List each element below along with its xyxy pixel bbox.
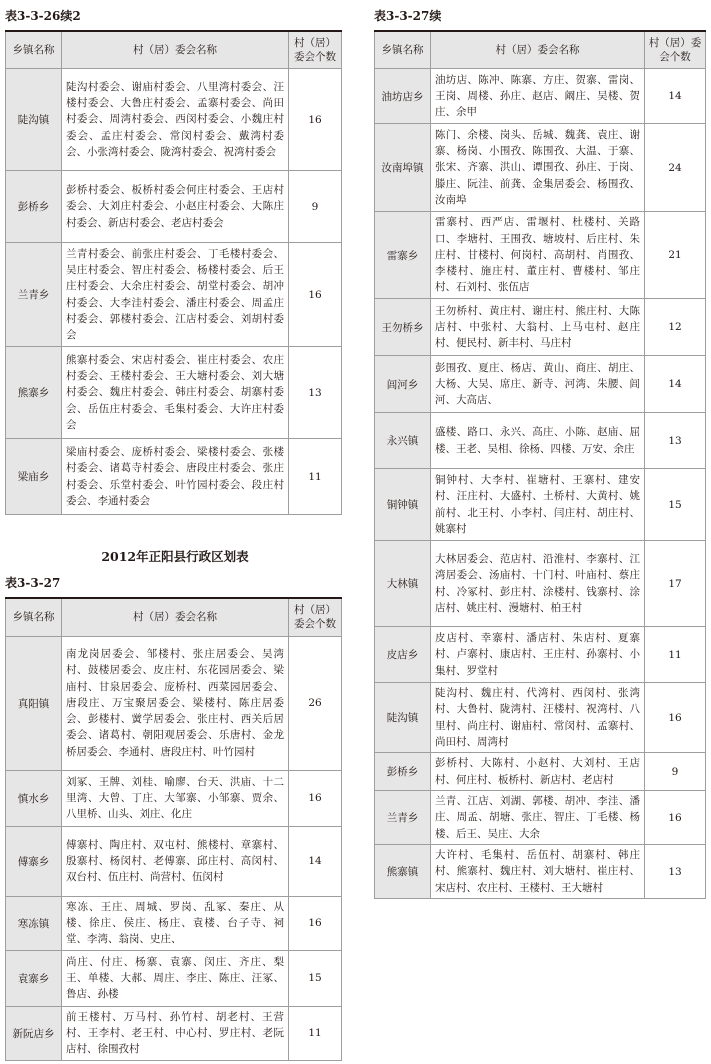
count-cell: 26	[289, 636, 342, 770]
names-cell: 陡沟村委会、谢庙村委会、八里湾村委会、汪楼村委会、大鲁庄村委会、孟寨村委会、尚田村委会、周湾村委会、西闵村委会、小魏庄村委会、孟庄村委会、常闵村委会、戴湾村委会、小张湾村委会、陇湾村委会、祝湾村委会	[62, 69, 289, 171]
count-cell: 11	[289, 439, 342, 515]
town-cell: 真阳镇	[6, 636, 62, 770]
table-row	[6, 439, 342, 515]
table-3-3-26-cont2	[5, 30, 342, 515]
names-cell: 大许村、毛集村、岳伍村、胡寨村、韩庄村、熊寨村、魏庄村、刘大塘村、崔庄村、宋店村、农庄村、王楼村、王大塘村	[431, 845, 645, 899]
count-cell: 17	[645, 541, 706, 627]
count-cell: 9	[645, 753, 706, 791]
names-cell: 尚庄、付庄、杨寨、袁寨、闵庄、齐庄、梨王、单楼、大郝、周庄、李庄、陈庄、汪冢、鲁店、孙楼	[62, 950, 289, 1006]
header-town: 乡镇名称	[6, 598, 62, 636]
names-cell: 彭桥村委会、板桥村委会何庄村委会、王店村委会、大刘庄村委会、小赵庄村委会、大陈庄村委会、新店村委会、老店村委会	[62, 171, 289, 243]
table-row	[375, 753, 706, 791]
names-cell: 刘冢、王牌、刘桂、喻廖、台天、洪庙、十二里湾、大曾、丁庄、大邹寨、小邹寨、贾余、八里桥、山头、刘庄、化庄	[62, 770, 289, 826]
table-row	[6, 896, 342, 950]
names-cell: 熊寨村委会、宋店村委会、崔庄村委会、农庄村委会、王楼村委会、王大塘村委会、刘大塘村委会、魏庄村委会、韩庄村委会、胡寨村委会、岳伍庄村委会、毛集村委会、大许庄村委会	[62, 347, 289, 439]
count-cell: 16	[289, 896, 342, 950]
names-cell: 寒冻、王庄、周城、罗岗、乱冢、秦庄、从楼、徐庄、侯庄、杨庄、袁楼、台子寺、祠堂、李湾、翁岗、史庄、	[62, 896, 289, 950]
count-cell: 16	[289, 69, 342, 171]
header-count: 村（居）委会个数	[645, 31, 706, 69]
table-row	[6, 826, 342, 896]
town-cell: 新阮店乡	[6, 1006, 62, 1060]
header-names: 村（居）委会名称	[62, 598, 289, 636]
names-cell: 盛楼、路口、永兴、高庄、小陈、赵庙、屈楼、王老、吴相、徐杨、四楼、万安、余庄	[431, 413, 645, 469]
town-cell: 彭桥乡	[6, 171, 62, 243]
table-row	[375, 299, 706, 356]
town-cell: 寒冻镇	[6, 896, 62, 950]
town-cell: 陡沟镇	[6, 69, 62, 171]
count-cell: 24	[645, 124, 706, 212]
town-cell: 慎水乡	[6, 770, 62, 826]
count-cell: 13	[645, 845, 706, 899]
town-cell: 雷寨乡	[375, 212, 431, 299]
table-caption-3-3-27: 表3-3-27	[5, 576, 61, 590]
table-row	[6, 770, 342, 826]
count-cell: 13	[645, 413, 706, 469]
count-cell: 14	[289, 826, 342, 896]
town-cell: 陡沟镇	[375, 683, 431, 753]
table-row	[375, 356, 706, 413]
names-cell: 彭桥村、大陈村、小赵村、大刘村、王店村、何庄村、板桥村、新店村、老店村	[431, 753, 645, 791]
table-row	[6, 171, 342, 243]
table-row	[375, 791, 706, 845]
table-row	[6, 950, 342, 1006]
town-cell: 袁寨乡	[6, 950, 62, 1006]
town-cell: 油坊店乡	[375, 69, 431, 124]
table-caption-3-3-27-cont: 表3-3-27续	[374, 9, 442, 23]
count-cell: 16	[645, 683, 706, 753]
header-names: 村（居）委会名称	[62, 31, 289, 69]
table-3-3-27	[5, 597, 342, 1061]
town-cell: 王勿桥乡	[375, 299, 431, 356]
count-cell: 12	[645, 299, 706, 356]
table-row	[6, 347, 342, 439]
town-cell: 熊寨乡	[6, 347, 62, 439]
count-cell: 9	[289, 171, 342, 243]
count-cell: 16	[289, 243, 342, 347]
names-cell: 油坊店、陈冲、陈寨、方庄、贺寨、雷岗、王岗、周楼、孙庄、赵店、阚庄、吴楼、贺庄、余甲	[431, 69, 645, 124]
table-row	[6, 69, 342, 171]
names-cell: 南龙岗居委会、邹楼村、张庄居委会、吴湾村、鼓楼居委会、皮庄村、东花园居委会、梁庙村、甘泉居委会、庞桥村、西菜园居委会、唐段庄、万宝聚居委会、梁楼村、陈庄居委会、彭楼村、黉学居委会、张庄村、西关后居委会、诸葛村、朝阳观居委会、乐唐村、金龙桥居委会、李通村、唐段庄村、叶竹园村	[62, 636, 289, 770]
town-cell: 梁庙乡	[6, 439, 62, 515]
names-cell: 梁庙村委会、庞桥村委会、梁楼村委会、张楼村委会、诸葛寺村委会、唐段庄村委会、张庄村委会、乐堂村委会、叶竹园村委会、段庄村委会、李通村委会	[62, 439, 289, 515]
town-cell: 熊寨镇	[375, 845, 431, 899]
count-cell: 13	[289, 347, 342, 439]
table-row	[6, 243, 342, 347]
table-row	[6, 636, 342, 770]
header-names: 村（居）委会名称	[431, 31, 645, 69]
table-row	[375, 469, 706, 541]
names-cell: 傅寨村、陶庄村、双屯村、熊楼村、章寨村、殷寨村、杨闵村、老傅寨、邱庄村、高闵村、双台村、伍庄村、尚营村、伍闵村	[62, 826, 289, 896]
town-cell: 皮店乡	[375, 627, 431, 683]
names-cell: 铜钟村、大李村、崔塘村、王寨村、建安村、汪庄村、大盛村、土桥村、大黄村、姚前村、北王村、小李村、闫庄村、胡庄村、姚寨村	[431, 469, 645, 541]
names-cell: 王勿桥村、黄庄村、谢庄村、熊庄村、大陈店村、中张村、大翁村、上马屯村、赵庄村、便民村、新丰村、马庄村	[431, 299, 645, 356]
header-count: 村（居）委会个数	[289, 598, 342, 636]
town-cell: 永兴镇	[375, 413, 431, 469]
header-town: 乡镇名称	[6, 31, 62, 69]
table-row	[375, 627, 706, 683]
header-town: 乡镇名称	[375, 31, 431, 69]
count-cell: 11	[289, 1006, 342, 1060]
names-cell: 皮店村、幸寨村、潘店村、朱店村、夏寨村、卢寨村、康店村、王庄村、孙寨村、小集村、罗堂村	[431, 627, 645, 683]
table-caption-3-3-26-cont2: 表3-3-26续2	[5, 9, 81, 23]
count-cell: 14	[645, 69, 706, 124]
names-cell: 兰青、江店、刘湖、郭楼、胡冲、李洼、潘庄、周孟、胡塘、张庄、智庄、丁毛楼、杨楼、后王、吴庄、大余	[431, 791, 645, 845]
table-3-3-27-cont	[374, 30, 706, 899]
town-cell: 傅寨乡	[6, 826, 62, 896]
count-cell: 15	[289, 950, 342, 1006]
table-row	[375, 541, 706, 627]
town-cell: 彭桥乡	[375, 753, 431, 791]
names-cell: 前王楼村、万马村、孙竹村、胡老村、王营村、王李村、老王村、中心村、罗庄村、老阮店村、徐围孜村	[62, 1006, 289, 1060]
section-title-2012: 2012年正阳县行政区划表	[101, 549, 249, 564]
town-cell: 大林镇	[375, 541, 431, 627]
names-cell: 兰青村委会、前张庄村委会、丁毛楼村委会、吴庄村委会、智庄村委会、杨楼村委会、后王庄村委会、大余庄村委会、胡堂村委会、胡冲村委会、大李洼村委会、潘庄村委会、周孟庄村委会、郭楼村委会、江店村委会、刘胡村委会	[62, 243, 289, 347]
table-row	[375, 69, 706, 124]
town-cell: 铜钟镇	[375, 469, 431, 541]
names-cell: 彭围孜、夏庄、杨店、黄山、商庄、胡庄、大杨、大吴、席庄、新寺、河湾、朱腰、闾河、大高店、	[431, 356, 645, 413]
count-cell: 15	[645, 469, 706, 541]
table-row	[375, 413, 706, 469]
names-cell: 陈门、余楼、岗头、岳城、魏龚、袁庄、谢寨、杨岗、小围孜、陈围孜、大温、于寨、张宋、齐寨、洪山、谭围孜、孙庄、于岗、滕庄、阮洼、前龚、金集居委会、杨围孜、汝南埠	[431, 124, 645, 212]
table-row	[375, 845, 706, 899]
table-row	[375, 124, 706, 212]
table-row	[6, 1006, 342, 1060]
header-count: 村（居）委会个数	[289, 31, 342, 69]
count-cell: 16	[645, 791, 706, 845]
count-cell: 14	[645, 356, 706, 413]
count-cell: 21	[645, 212, 706, 299]
names-cell: 陡沟村、魏庄村、代湾村、西闵村、张湾村、大鲁村、陇湾村、汪楼村、祝湾村、八里村、尚庄村、谢庙村、常闵村、孟寨村、尚田村、周湾村	[431, 683, 645, 753]
count-cell: 16	[289, 770, 342, 826]
count-cell: 11	[645, 627, 706, 683]
names-cell: 雷寨村、西严店、雷堰村、杜楼村、关路口、李塘村、王围孜、塘坡村、后庄村、朱庄村、甘楼村、何岗村、高胡村、肖围孜、李楼村、施庄村、董庄村、曹楼村、邹庄村、石刘村、张伍店	[431, 212, 645, 299]
table-row	[375, 212, 706, 299]
names-cell: 大林居委会、范店村、沿淮村、李寨村、江湾居委会、汤庙村、十门村、叶庙村、蔡庄村、冷冢村、彭庄村、涂楼村、钱寨村、涂店村、姚庄村、漫塘村、柏王村	[431, 541, 645, 627]
town-cell: 汝南埠镇	[375, 124, 431, 212]
table-row	[375, 683, 706, 753]
town-cell: 兰青乡	[6, 243, 62, 347]
town-cell: 闾河乡	[375, 356, 431, 413]
town-cell: 兰青乡	[375, 791, 431, 845]
